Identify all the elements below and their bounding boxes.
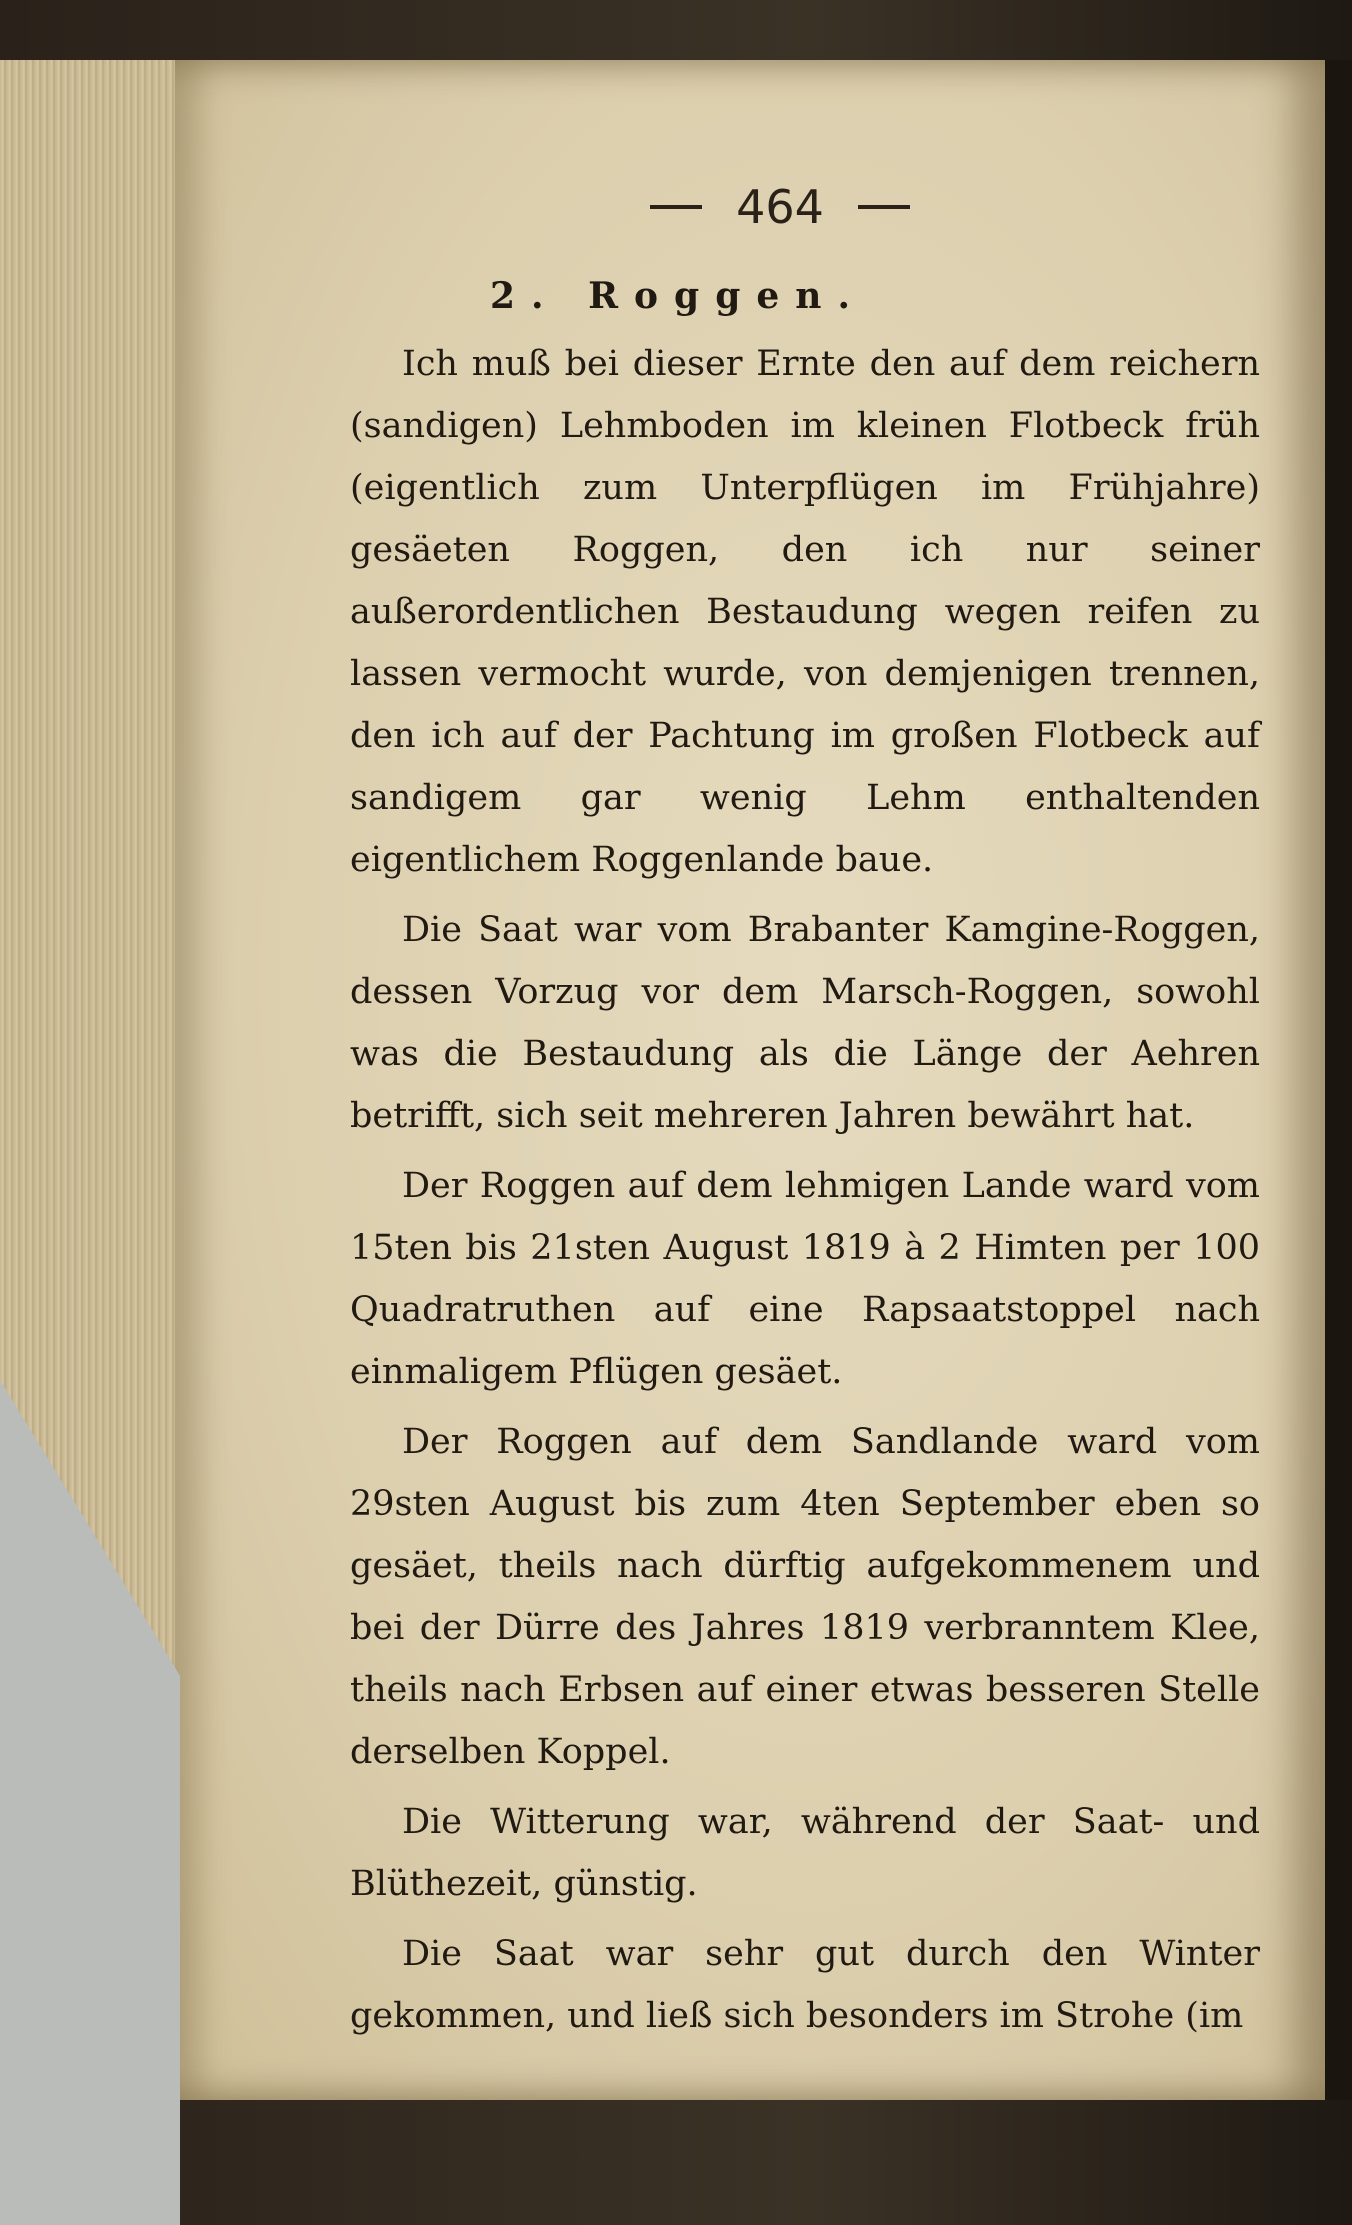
paragraph: Die Saat war vom Brabanter Kamgine-Roggen, dessen Vorzug vor dem Marsch-Roggen, sowohl was die Bestaudung als die Länge der Aehren betrifft, sich seit mehreren Jahren bewährt hat.: [350, 910, 1260, 1136]
paragraph: Der Roggen auf dem Sandlande ward vom 29sten August bis zum 4ten September eben so gesäet, theils nach dürftig aufgekommenem und bei der Dürre des Jahres 1819 verbranntem Klee, theils nach Erbsen auf einer etwas besseren Stelle derselben Koppel.: [350, 1422, 1260, 1772]
paragraph: Die Saat war sehr gut durch den Winter gekommen, und ließ sich besonders im Strohe (im: [350, 1934, 1260, 2036]
header-dash-left: [650, 205, 702, 209]
paragraph: Ich muß bei dieser Ernte den auf dem reichern (sandigen) Lehmboden im kleinen Flotbeck früh (eigentlich zum Unterpflügen im Frühjahre) gesäeten Roggen, den ich nur seiner außerordentlichen Bestaudung wegen reifen zu lassen vermocht wurde, von demjenigen trennen, den ich auf der Pachtung im großen Flotbeck auf sandigem gar wenig Lehm enthaltenden eigentlichem Roggenlande baue.: [350, 344, 1260, 880]
header-dash-right: [858, 205, 910, 209]
paragraph: Die Witterung war, während der Saat- und Blüthezeit, günstig.: [350, 1802, 1260, 1904]
page-number: 464: [736, 180, 824, 234]
scan-margin: [1325, 60, 1352, 2100]
page-header: [650, 180, 910, 234]
body-text: [350, 265, 1260, 2047]
section-heading: 2. Roggen.: [490, 275, 866, 317]
paragraph: Der Roggen auf dem lehmigen Lande ward vom 15ten bis 21sten August 1819 à 2 Himten per 100 Quadratruthen auf eine Rapsaatstoppel nach einmaligem Pflügen gesäet.: [350, 1166, 1260, 1392]
